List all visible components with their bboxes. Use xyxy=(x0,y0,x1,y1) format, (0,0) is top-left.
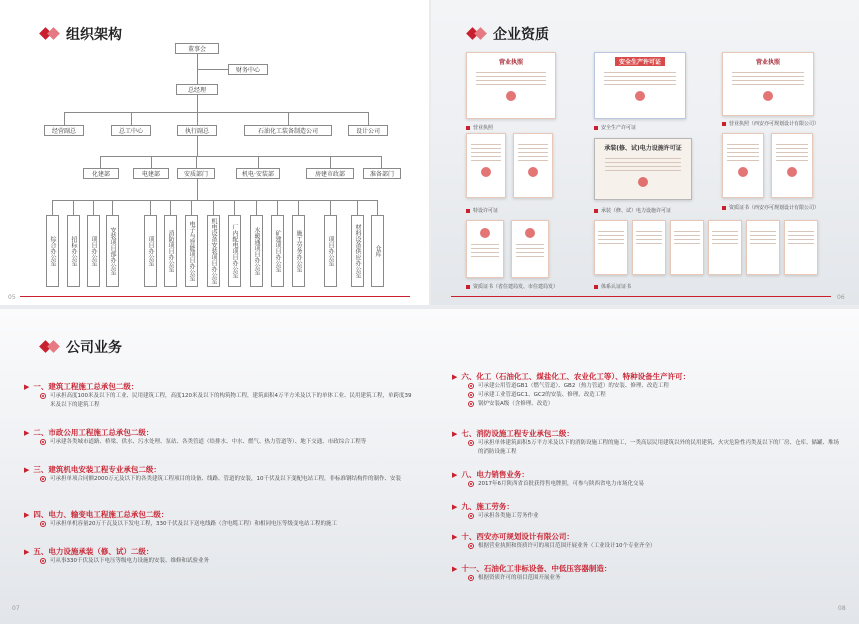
business-section-header xyxy=(40,337,122,357)
footer-line xyxy=(20,296,410,297)
cert-caption-7: 体系认证证书 xyxy=(594,283,631,290)
org-l5-3: 安装项目部办公室 xyxy=(106,215,119,287)
business-heading xyxy=(24,546,414,557)
business-detail: 可从事330千伏及以下电压等级电力设施的安装、维修和试验业务 xyxy=(24,557,414,566)
cert-business-license: 营业执照 xyxy=(466,52,556,119)
cert-design-1 xyxy=(722,133,764,198)
bullet-icon xyxy=(40,393,46,399)
cert-system-5 xyxy=(746,220,780,275)
business-item-right-1 xyxy=(452,428,842,457)
business-heading xyxy=(24,464,414,475)
business-heading-text: 七、消防设施工程专业承包二级： xyxy=(461,429,574,438)
business-item-right-5 xyxy=(452,563,842,583)
quals-title: 企业资质 xyxy=(493,27,549,43)
business-spread xyxy=(0,309,859,624)
bullet-icon xyxy=(468,440,474,446)
business-heading-text: 五、电力设施承装（修、试）二级： xyxy=(33,547,154,556)
business-heading-text: 十一、石油化工非标设备、中低压容器制造： xyxy=(461,564,612,573)
business-item-left-0 xyxy=(24,381,414,410)
org-section-header xyxy=(40,24,122,44)
org-board: 董事会 xyxy=(175,43,219,54)
cert-special-1 xyxy=(466,133,506,198)
cert-caption-0: 营业执照 xyxy=(466,124,493,131)
business-item-left-3 xyxy=(24,509,414,529)
cert-system-6 xyxy=(784,220,818,275)
bullet-icon xyxy=(40,476,46,482)
org-l4-5: 准备部门 xyxy=(363,168,401,179)
business-heading-text: 四、电力、输变电工程施工总承包二级： xyxy=(33,510,169,519)
org-l5-9: 水暖通项目办公室 xyxy=(250,215,263,287)
org-l3-1: 总工中心 xyxy=(111,125,151,136)
cert-housing-2 xyxy=(511,220,549,278)
org-l3-0: 经营副总 xyxy=(44,125,84,136)
bullet-icon xyxy=(468,543,474,549)
cert-safety-permit: 安全生产许可证 xyxy=(594,52,686,119)
business-detail: 可承担高度100米及以下的工业、民用建筑工程，高度120米及以下的构筑物工程，建筑面积4万平方米及以下的单体工业、民用建筑工程，单跨度39米及以下的建筑工程 xyxy=(24,392,414,410)
cert-caption-3: 特设许可证 xyxy=(466,207,498,214)
org-l3-2: 执行副总 xyxy=(177,125,217,136)
business-item-right-4 xyxy=(452,531,842,551)
org-l5-7: 机电设备安装项目办公室 xyxy=(207,215,220,287)
cert-caption-6: 资质证书（省住建局发、市住建局发） xyxy=(466,283,558,290)
org-l5-13: 材料设备供应办公室 xyxy=(351,215,364,287)
bullet-icon xyxy=(40,439,46,445)
org-chart-page xyxy=(0,0,429,305)
bullet-icon xyxy=(468,392,474,398)
cert-system-1 xyxy=(594,220,628,275)
bullet-icon xyxy=(468,513,474,519)
arrow-icon: ▶ xyxy=(452,470,458,479)
org-l5-1: 招标办公室 xyxy=(67,215,80,287)
business-detail: 根据营业执照和资质许可的项目范围开展业务（工业设计10个专业齐全） xyxy=(452,542,842,551)
arrow-icon: ▶ xyxy=(24,547,30,556)
bullet-icon xyxy=(468,481,474,487)
cert-system-3 xyxy=(670,220,704,275)
business-detail: 可承建工业管道GC1、GC2的安装、修理、改造工程 xyxy=(452,391,842,400)
org-l3-3: 石油化工装备制造公司 xyxy=(244,125,332,136)
business-item-right-2 xyxy=(452,469,842,489)
business-heading xyxy=(24,427,414,438)
business-heading-text: 二、市政公用工程施工总承包二级： xyxy=(33,428,154,437)
org-l4-1: 电建部 xyxy=(133,168,169,179)
org-gm: 总经理 xyxy=(176,84,218,95)
business-heading xyxy=(452,563,842,574)
arrow-icon: ▶ xyxy=(452,429,458,438)
business-heading xyxy=(452,428,842,439)
business-heading xyxy=(452,371,842,382)
business-heading-text: 一、建筑工程施工总承包二级： xyxy=(33,382,139,391)
org-finance-center: 财务中心 xyxy=(228,64,268,75)
diamond-icon xyxy=(467,27,487,41)
cert-housing-1 xyxy=(466,220,504,278)
business-heading xyxy=(452,469,842,480)
business-detail: 2017年6月陕西省首批获得售电牌照，可参与陕西省电力市场化交易 xyxy=(452,480,842,489)
business-item-left-1 xyxy=(24,427,414,447)
org-l5-8: 厂内配电项目办公室 xyxy=(228,215,241,287)
org-l5-0: 综合办公室 xyxy=(46,215,59,287)
org-l3-4: 设计公司 xyxy=(348,125,388,136)
business-detail: 可承担单项合同额2000万元及以下的各类建筑工程项目的设备、线路、管道的安装，10千伏及以下变配电站工程，非标准钢结构件的制作、安装 xyxy=(24,475,414,484)
business-heading-text: 六、化工（石油化工、煤盐化工、农业化工等）、特种设备生产许可： xyxy=(461,372,691,381)
business-heading-text: 三、建筑机电安装工程专业承包二级： xyxy=(33,465,161,474)
org-l5-6: 电子与智能项目办公室 xyxy=(185,215,198,287)
bullet-icon xyxy=(468,575,474,581)
org-l5-14: 仓库 xyxy=(371,215,384,287)
cert-caption-1: 安全生产许可证 xyxy=(594,124,636,131)
business-detail: 根据资质许可的项目范围开展业务 xyxy=(452,574,842,583)
bullet-icon xyxy=(468,401,474,407)
bullet-icon xyxy=(468,383,474,389)
cert-special-2 xyxy=(513,133,553,198)
diamond-icon xyxy=(40,27,60,41)
business-heading-text: 十、西安亦可规划设计有限公司： xyxy=(461,532,574,541)
org-l5-2: 项目办公室 xyxy=(87,215,100,287)
business-detail: 可承建公用管道GB1（燃气管道）、GB2（热力管道）的安装、修理、改造工程 xyxy=(452,382,842,391)
business-heading xyxy=(452,531,842,542)
business-item-right-0 xyxy=(452,371,842,409)
page-number: 05 xyxy=(8,294,16,301)
business-heading xyxy=(452,501,842,512)
business-item-left-4 xyxy=(24,546,414,566)
page-number: 06 xyxy=(837,294,845,301)
business-heading xyxy=(24,509,414,520)
business-detail: 可承担单体建筑面积5万平方米及以下的消防设施工程的施工，一类高层民用建筑以外的民用建筑、火灾危险性丙类及以下的厂房、仓库、储罐、堆场的消防设施工程 xyxy=(452,439,842,457)
arrow-icon: ▶ xyxy=(452,532,458,541)
arrow-icon: ▶ xyxy=(24,465,30,474)
page-number-right: 08 xyxy=(838,605,846,612)
bullet-icon xyxy=(40,558,46,564)
arrow-icon: ▶ xyxy=(24,428,30,437)
arrow-icon: ▶ xyxy=(24,382,30,391)
org-title: 组织架构 xyxy=(66,27,122,43)
business-detail: 可承建各类城市道路、桥梁、供水、污水处理、泵站、各类管道（给排水、中水、燃气、热力管道等）、地下交通、市政综合工程等 xyxy=(24,438,414,447)
quals-section-header xyxy=(467,24,549,44)
business-title: 公司业务 xyxy=(66,340,122,356)
business-heading xyxy=(24,381,414,392)
arrow-icon: ▶ xyxy=(452,502,458,511)
org-l4-2: 安质部门 xyxy=(177,168,215,179)
org-l5-10: 矿建项目办公室 xyxy=(271,215,284,287)
business-detail: 可承担各类施工劳务作业 xyxy=(452,512,842,521)
cert-system-4 xyxy=(708,220,742,275)
cert-system-2 xyxy=(632,220,666,275)
cert-power-facility: 承装(修、试)电力设施许可证 xyxy=(594,138,692,200)
org-l5-5: 消防项目办公室 xyxy=(164,215,177,287)
business-item-left-2 xyxy=(24,464,414,484)
business-heading-text: 八、电力销售业务： xyxy=(461,470,529,479)
footer-line xyxy=(451,296,831,297)
business-heading-text: 九、施工劳务： xyxy=(461,502,514,511)
org-l4-4: 房建市政部 xyxy=(306,168,354,179)
cert-caption-4: 承装（修、试）电力设施许可证 xyxy=(594,207,671,214)
arrow-icon: ▶ xyxy=(452,372,458,381)
cert-caption-2: 营业执照（西安亦可规划设计有限公司） xyxy=(722,120,819,127)
cert-design-2 xyxy=(771,133,813,198)
org-l4-0: 化建部 xyxy=(83,168,119,179)
arrow-icon: ▶ xyxy=(452,564,458,573)
page-number-left: 07 xyxy=(12,605,20,612)
org-l5-4: 项目办公室 xyxy=(144,215,157,287)
org-l4-3: 机电·安装部 xyxy=(236,168,280,179)
business-detail: 锅炉安装A级（含修理、改造） xyxy=(452,400,842,409)
org-l5-12: 项目办公室 xyxy=(324,215,337,287)
business-detail: 可承担单机容量20万千瓦及以下发电工程，330千伏及以下送电线路（含电缆工程）和相同电压等级变电站工程的施工 xyxy=(24,520,414,529)
cert-caption-5: 资质证书（西安亦可规划设计有限公司） xyxy=(722,204,819,211)
bullet-icon xyxy=(40,521,46,527)
business-item-right-3 xyxy=(452,501,842,521)
diamond-icon xyxy=(40,340,60,354)
org-l5-11: 施工劳务办公室 xyxy=(292,215,305,287)
cert-business-license-design: 营业执照 xyxy=(722,52,814,116)
qualifications-page xyxy=(431,0,859,305)
arrow-icon: ▶ xyxy=(24,510,30,519)
